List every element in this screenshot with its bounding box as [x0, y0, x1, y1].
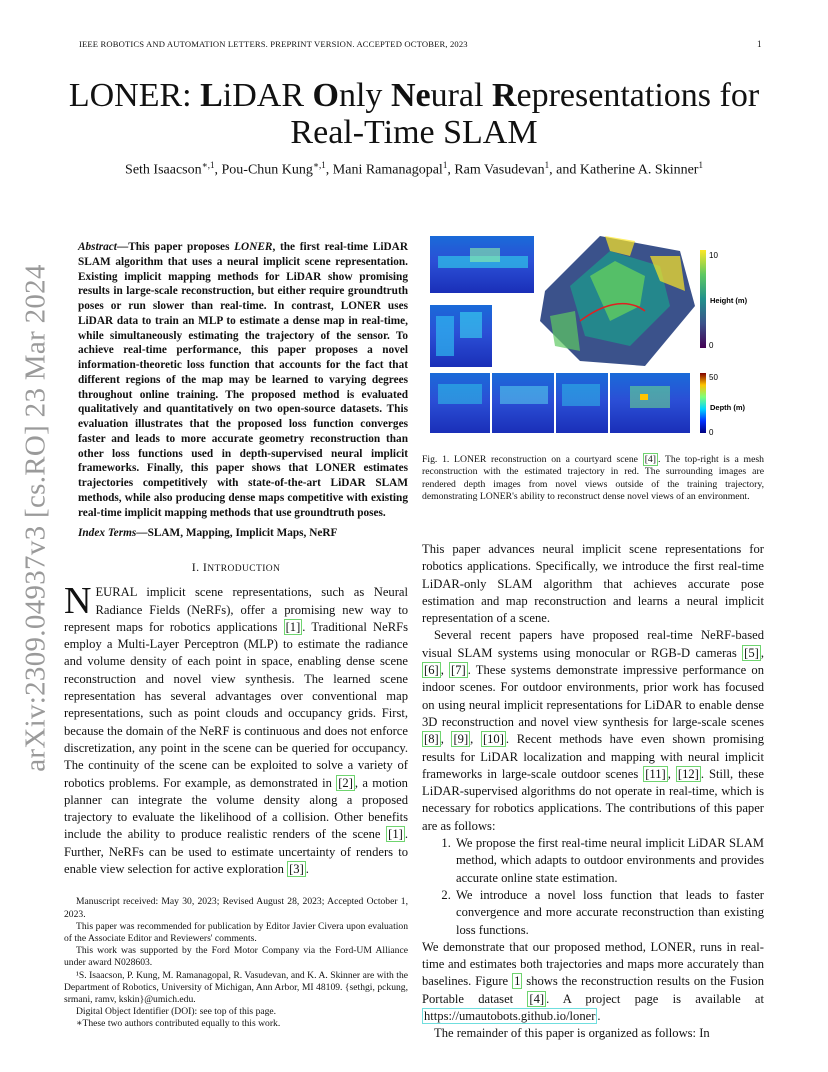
citation-link[interactable]: [3]	[289, 862, 304, 877]
citation-link[interactable]: [9]	[453, 732, 469, 747]
contribution-item: 2. We introduce a novel loss function that leads to faster convergence and more accurate reconstruction than existing loss functions.	[454, 887, 764, 939]
footnotes	[64, 896, 408, 1030]
author-name: Katherine A. Skinner	[579, 162, 699, 178]
svg-text:10: 10	[709, 251, 718, 260]
depth-render-top-left	[430, 236, 534, 293]
intro-paragraph: NEURAL implicit scene representations, such as Neural Radiance Fields (NeRFs), offer a promising new way to represent maps for robotics applications [1] . Traditional NeRFs employ a Multi-Layer Perceptron (MLP) to estimate the radiance and volume density of each point in space, enabling dense scene reconstruction and novel view synthesis. The learned scene representation has several advantages over conventional map representations, such as point clouds and occupancy grids. First, because the domain of the NeRF is continuous and does not enforce discretization, any point in the scene can be queried for occupancy. The continuity of the scene can be exploited to solve a variety of robotics problems. For example, as demonstrated in [2] , a motion planner can integrate the volume density along a proposed trajectory to evaluate the likelihood of a collision. Other benefits include the ability to produce realistic renders of the scene [1] . Further, NeRFs can be used to estimate uncertainty of renders to enable view selection for active exploration [3] .	[64, 580, 408, 877]
method-name: LONER	[234, 241, 273, 253]
citation-link[interactable]: [11]	[645, 766, 666, 781]
svg-text:Depth (m): Depth (m)	[710, 403, 745, 412]
depth-render-mid-left	[430, 305, 492, 367]
footnote: Manuscript received: May 30, 2023; Revised August 28, 2023; Accepted October 1, 2023.	[64, 896, 408, 920]
author-name: Pou-Chun Kung	[221, 162, 313, 178]
citation-link[interactable]: [4]	[529, 991, 545, 1006]
contributions-list	[422, 835, 764, 939]
contribution-item: 1. We propose the first real-time neural implicit LiDAR SLAM method, which adapts to outdoor environments and provides accurate online state estimation.	[454, 835, 764, 887]
citation-link[interactable]: [1]	[285, 619, 301, 634]
author-affiliation: 1	[442, 160, 448, 170]
footnote: This paper was recommended for publication by Editor Javier Civera upon evaluation of the Associate Editor and Reviewers' comments.	[64, 920, 408, 944]
left-column	[64, 240, 408, 1031]
author-affiliation: 1	[698, 160, 703, 170]
author-name: Seth Isaacson	[125, 162, 202, 178]
footnote: This work was supported by the Ford Motor Company via the Ford-UM Alliance under award N028603.	[64, 945, 408, 969]
svg-text:Height (m): Height (m)	[710, 296, 748, 305]
citation-link[interactable]: [6]	[424, 663, 439, 678]
right-column	[422, 541, 764, 1043]
height-colorbar	[700, 250, 748, 350]
author-affiliation: ∗,1	[312, 160, 326, 170]
mesh-reconstruction	[540, 236, 695, 366]
citation-link[interactable]: 1	[514, 974, 521, 989]
citation-link[interactable]: [2]	[338, 775, 353, 790]
author-list: Seth Isaacson$^{∗,1}$, Pou-Chun Kung$^{∗,1}$, Mani Ramanagopal$^1$, Ram Vasudevan$^1$, and Katherine A. Skinner$^1$	[125, 160, 703, 178]
citation-link[interactable]: [7]	[451, 663, 466, 678]
footnote: ¹S. Isaacson, P. Kung, M. Ramanagopal, R. Vasudevan, and K. A. Skinner are with the Department of Robotics, University of Michigan, Ann Arbor, MI 48109. {sethgi, pckung, srmani, ramv, kskin}@umich.edu.	[64, 969, 408, 1005]
page-number: 1	[757, 39, 762, 49]
title-emphasis: O	[312, 77, 339, 114]
author-name: Mani Ramanagopal	[332, 162, 443, 178]
figure-1	[430, 236, 763, 444]
title-emphasis: Ne	[390, 77, 431, 114]
citation-link[interactable]: [8]	[424, 732, 439, 747]
svg-text:0: 0	[709, 341, 714, 350]
index-terms: Index Terms—SLAM, Mapping, Implicit Maps, NeRF	[78, 527, 338, 540]
depth-render-bottom-row	[430, 373, 690, 433]
svg-text:0: 0	[709, 428, 714, 437]
section-heading: I. INTRODUCTION	[191, 560, 281, 574]
footnote: Digital Object Identifier (DOI): see top of this page.	[76, 1006, 277, 1018]
title-line-2: Real-Time SLAM	[290, 114, 538, 151]
abstract: Abstract—This paper proposes LONER, the first real-time LiDAR SLAM algorithm that uses a neural implicit scene representation. Existing implicit mapping methods for LiDAR show promising results in large-scale reconstruction, but either require groundtruth poses or run slower than real-time. In contrast, LONER uses LiDAR data to train an MLP to estimate a dense map in real-time, while simultaneously estimating the trajectory of the sensor. To achieve real-time performance, this paper proposes a novel information-theoretic loss function that accounts for the fact that different regions of the map may be learned to varying degrees throughout online training. The proposed method is evaluated qualitatively and quantitatively on two open-source datasets. This evaluation illustrates that the proposed loss function converges faster and leads to more accurate geometry reconstruction than other loss functions used in depth-supervised neural implicit frameworks. Finally, this paper shows that LONER estimates trajectories competitively with state-of-the-art LiDAR SLAM methods, while also producing dense maps competitive with existing real-time implicit mapping methods that use groundtruth poses.	[78, 241, 408, 519]
drop-cap: N	[64, 580, 92, 623]
title-emphasis: L	[200, 77, 223, 114]
citation-link[interactable]: [5]	[744, 645, 759, 660]
running-header: IEEE ROBOTICS AND AUTOMATION LETTERS. PREPRINT VERSION. ACCEPTED OCTOBER, 2023	[79, 39, 468, 49]
citation-link[interactable]: [12]	[677, 766, 699, 781]
citation-link[interactable]: [10]	[482, 732, 504, 747]
project-url-link[interactable]: https://umautobots.github.io/loner	[424, 1009, 596, 1024]
figure-caption: Fig. 1. LONER reconstruction on a courtyard scene [4] . The top-right is a mesh reconstruction with the estimated trajectory in red. The surrounding images are rendered depth images from novel views outside of the training trajectory, demonstrating LONER's ability to reconstruct dense novel views of an environment.	[422, 454, 764, 502]
author-affiliation: ∗,1	[201, 160, 215, 170]
citation-link[interactable]: [1]	[388, 827, 403, 842]
paragraph: Several recent papers have proposed real-time NeRF-based visual SLAM systems using monocular or RGB-D cameras [5] , [6] , [7] . These systems demonstrate impressive performance on indoor scenes. For outdoor environments, prior work has focused on using neural implicit representations for LiDAR to enable dense 3D reconstruction and novel view synthesis for large-scale scenes [8] , [9] , [10] . Recent methods have even shown promising results for LiDAR localization and mapping with neural implicit frameworks in large-scale outdoor scenes [11] , [12] . Still, these LiDAR-supervised algorithms do not operate in real-time, which is necessary for robotics applications. The contributions of this paper are as follows:	[422, 628, 764, 833]
depth-colorbar	[700, 373, 745, 437]
paper-title	[60, 77, 768, 151]
arxiv-identifier: arXiv:2309.04937v3 [cs.RO] 23 Mar 2024	[19, 264, 52, 772]
footnote: ∗These two authors contributed equally to this work.	[76, 1018, 281, 1030]
paragraph: This paper advances neural implicit scene representations for robotics applications. Specifically, we introduce the first real-time LiDAR-only SLAM algorithm that achieves accurate pose estimation and map reconstruction and learns a neural implicit representation of a scene.	[422, 542, 764, 626]
paragraph: We demonstrate that our proposed method, LONER, runs in real-time and estimates both trajectories and maps more accurately than baselines. Figure 1 shows the reconstruction results on the Fusion Portable dataset [4] . A project page is available at https://umautobots.github.io/loner .	[422, 939, 765, 1024]
author-name: Ram Vasudevan	[454, 162, 545, 178]
citation-link[interactable]: [4]	[644, 454, 656, 465]
title-line-1: LONER: LiDAR Only Neural Representations for	[68, 77, 760, 114]
author-affiliation: 1	[544, 160, 550, 170]
svg-text:50: 50	[709, 373, 718, 382]
paragraph: The remainder of this paper is organized as follows: In	[434, 1026, 710, 1041]
title-emphasis: R	[491, 77, 517, 114]
